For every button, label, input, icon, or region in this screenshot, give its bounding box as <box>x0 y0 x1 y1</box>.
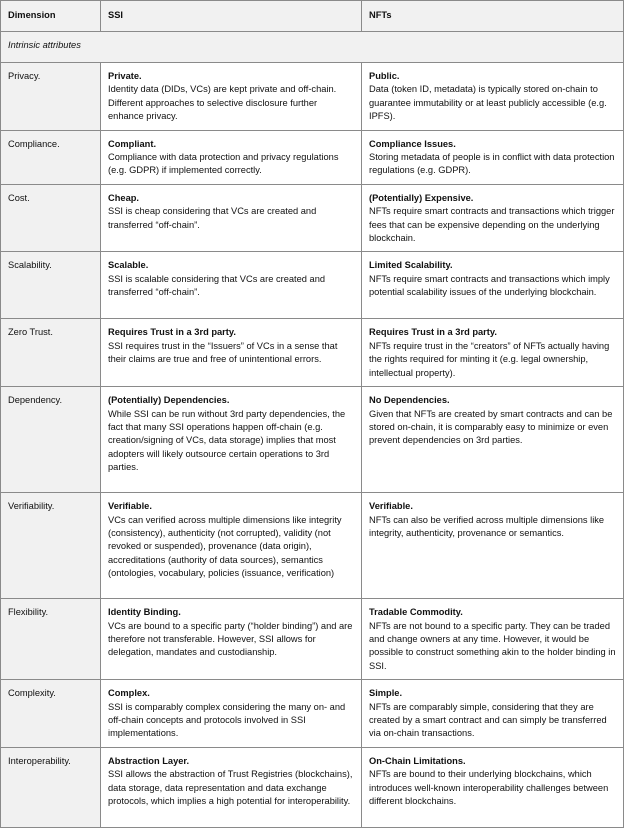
ssi-cell <box>101 63 362 131</box>
ssi-text: VCs can verified across multiple dimensions like integrity (consistency), authenticity (not corrupted), validity (not revoked or suspended), provenance (data origin), accreditations (authority of data sources), semantics (ontologies, vocabulary, policies (issuance, verification) <box>108 514 342 579</box>
nft-cell <box>362 493 624 599</box>
ssi-text: SSI is scalable considering that VCs are created and transferred “off-chain”. <box>108 273 326 298</box>
nft-cell <box>362 130 624 184</box>
dimension-cell: Privacy. <box>1 63 101 131</box>
dimension-cell: Interoperability. <box>1 747 101 827</box>
dimension-cell: Flexibility. <box>1 599 101 680</box>
ssi-title: Private. <box>108 71 142 81</box>
ssi-text: Identity data (DIDs, VCs) are kept private and off-chain. Different approaches to selective disclosure further enhance privacy. <box>108 84 337 122</box>
header-dimension: Dimension <box>1 1 101 32</box>
nft-text: NFTs are not bound to a specific party. They can be traded and change owners at any time. However, it would be possible to construct something akin to the holder binding in SSI. <box>369 620 616 671</box>
header-row <box>1 1 624 32</box>
dimension-cell: Compliance. <box>1 130 101 184</box>
nft-cell <box>362 680 624 748</box>
ssi-cell <box>101 184 362 252</box>
nft-text: NFTs can also be verified across multiple dimensions like integrity, authenticity, provenance or semantics. <box>369 514 605 538</box>
nft-cell <box>362 252 624 319</box>
ssi-cell <box>101 252 362 319</box>
ssi-text: Compliance with data protection and privacy regulations (e.g. GDPR) if implemented correctly. <box>108 152 339 176</box>
table-row <box>1 184 624 252</box>
nft-text: NFTs are bound to their underlying blockchains, which introduces well-known interoperability challenges between different blockchains. <box>369 769 609 806</box>
ssi-cell <box>101 599 362 680</box>
dimension-cell: Scalability. <box>1 252 101 319</box>
nft-title: (Potentially) Expensive. <box>369 192 474 203</box>
header-nfts: NFTs <box>362 1 624 32</box>
dimension-cell: Complexity. <box>1 680 101 748</box>
ssi-title: Requires Trust in a 3rd party. <box>108 327 236 338</box>
ssi-cell <box>101 680 362 748</box>
ssi-title: Cheap. <box>108 192 139 203</box>
ssi-title: Compliant. <box>108 138 157 149</box>
nft-cell <box>362 387 624 493</box>
table-row <box>1 63 624 131</box>
nft-text: NFTs are comparably simple, considering that they are created by a smart contract and can simply be transferred via on-chain transactions. <box>369 701 607 739</box>
ssi-title: Complex. <box>108 688 150 699</box>
ssi-title: Identity Binding. <box>108 607 181 618</box>
ssi-title: Abstraction Layer. <box>108 755 190 766</box>
nft-title: Public. <box>369 71 400 81</box>
table-row <box>1 680 624 748</box>
nft-text: Storing metadata of people is in conflict with data protection regulations (e.g. GDPR). <box>369 152 615 176</box>
nft-text: NFTs require smart contracts and transactions which imply potential scalability issues of the underlying blockchain. <box>369 273 610 298</box>
nft-title: Tradable Commodity. <box>369 607 463 618</box>
ssi-cell <box>101 493 362 599</box>
table-row <box>1 599 624 680</box>
table-row <box>1 747 624 827</box>
ssi-text: SSI is cheap considering that VCs are created and transferred “off-chain”. <box>108 206 317 230</box>
nft-title: Requires Trust in a 3rd party. <box>369 327 497 338</box>
header-ssi: SSI <box>101 1 362 32</box>
ssi-title: Scalable. <box>108 260 149 271</box>
nft-cell <box>362 319 624 387</box>
section-row <box>1 32 624 63</box>
ssi-text: While SSI can be run without 3rd party dependencies, the fact that many SSI operations happen off-chain (e.g. creation/signing of VCs, data storage) implies that most adopters will likely outsource certain operations to 3rd parties. <box>108 408 346 473</box>
ssi-title: Verifiable. <box>108 501 152 512</box>
dimension-cell: Zero Trust. <box>1 319 101 387</box>
ssi-text: VCs are bound to a specific party (“holder binding”) and are therefore not transferable. However, SSI allows for delegation, mandates and custodianship. <box>108 620 353 658</box>
nft-title: On-Chain Limitations. <box>369 755 466 766</box>
nft-text: Data (token ID, metadata) is typically stored on-chain to guarantee immutability or at least publicly accessible (e.g. IPFS). <box>369 84 607 122</box>
nft-cell <box>362 63 624 131</box>
ssi-text: SSI requires trust in the “Issuers” of VCs in a sense that their claims are true and free of unintentional errors. <box>108 340 338 365</box>
ssi-cell <box>101 387 362 493</box>
nft-cell <box>362 747 624 827</box>
nft-title: No Dependencies. <box>369 395 450 406</box>
dimension-cell: Verifiability. <box>1 493 101 599</box>
nft-cell <box>362 184 624 252</box>
ssi-cell <box>101 747 362 827</box>
nft-title: Simple. <box>369 688 403 699</box>
table-row <box>1 130 624 184</box>
ssi-title: (Potentially) Dependencies. <box>108 395 230 406</box>
dimension-cell: Cost. <box>1 184 101 252</box>
table-row <box>1 252 624 319</box>
nft-title: Limited Scalability. <box>369 260 453 271</box>
ssi-text: SSI allows the abstraction of Trust Registries (blockchains), data storage, data representation and data exchange protocols, which implies a high potential for interoperability. <box>108 769 353 806</box>
dimension-cell: Dependency. <box>1 387 101 493</box>
table-row <box>1 319 624 387</box>
nft-text: NFTs require smart contracts and transactions which trigger fees that can be expensive depending on the underlying blockchain. <box>369 206 615 244</box>
table-row <box>1 387 624 493</box>
nft-text: NFTs require trust in the “creators” of NFTs actually having the rights required for minting it (e.g. legal ownership, intellectual property). <box>369 340 610 378</box>
nft-title: Compliance Issues. <box>369 138 456 149</box>
section-label: Intrinsic attributes <box>1 32 624 63</box>
table-row <box>1 493 624 599</box>
nft-text: Given that NFTs are created by smart contracts and can be stored on-chain, it is comparably easy to minimize or even prevent dependencies on 3rd parties. <box>369 408 613 446</box>
nft-title: Verifiable. <box>369 501 413 512</box>
ssi-text: SSI is comparably complex considering the many on- and off-chain concepts and protocols involved in SSI implementations. <box>108 701 346 739</box>
ssi-cell <box>101 130 362 184</box>
ssi-cell <box>101 319 362 387</box>
nft-cell <box>362 599 624 680</box>
